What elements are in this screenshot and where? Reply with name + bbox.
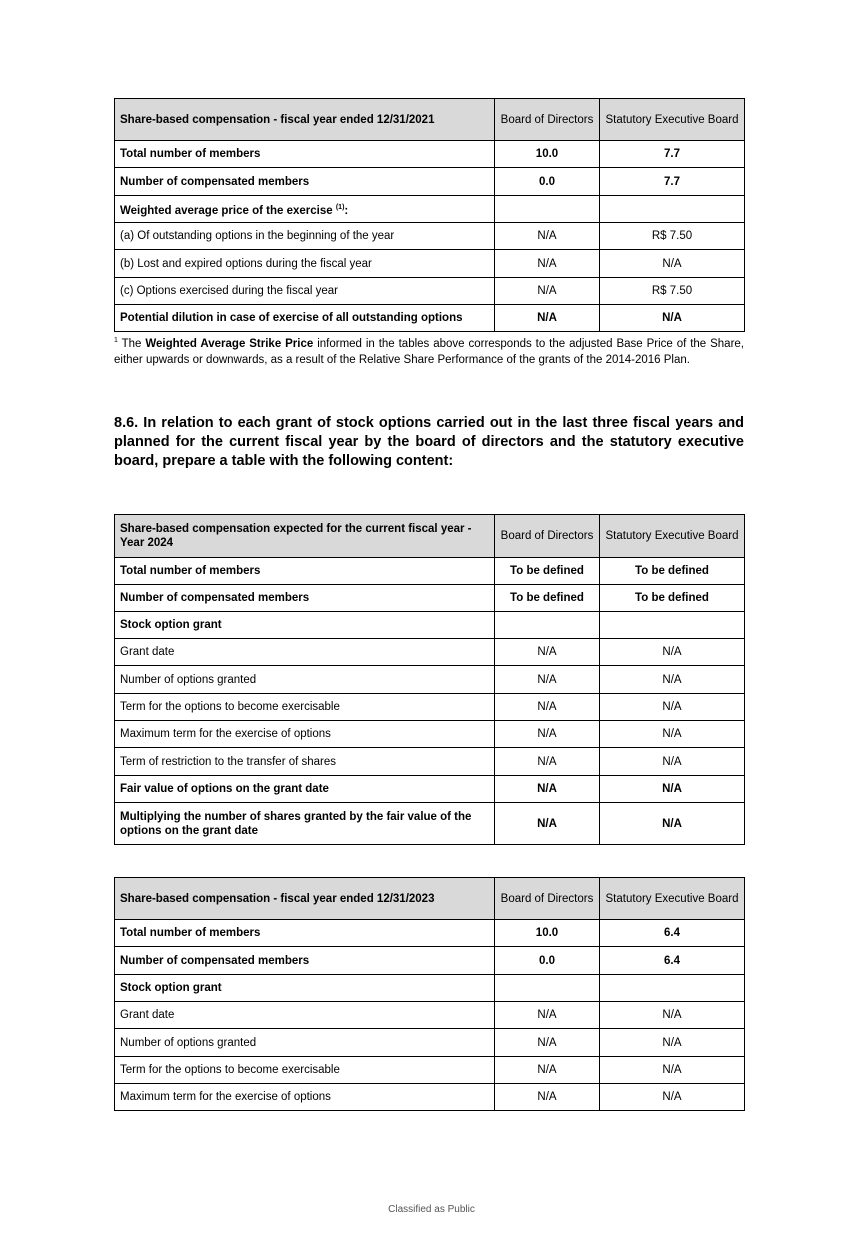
row-label-text: Maximum term for the exercise of options [120, 728, 331, 740]
table-row [115, 666, 745, 694]
row-label-text: Number of options granted [120, 673, 257, 686]
value-board-of-directors: To be defined [495, 558, 600, 585]
row-label-text: Term for the options to become exercisable [120, 701, 340, 713]
value-board-of-directors: N/A [495, 1084, 600, 1111]
table-row [115, 1002, 745, 1029]
footnote-text: informed in the tables above corresponds to the adjusted Base Price of the Share, either upwards or downwards, as a result of the Relative Share Performance of the grants of the 2014-2016 Plan. [114, 337, 744, 366]
row-label [115, 1057, 495, 1084]
table-row [115, 612, 745, 639]
row-label [115, 168, 495, 196]
value-statutory-executive-board: 6.4 [600, 947, 745, 975]
value-board-of-directors: N/A [495, 803, 600, 845]
value-statutory-executive-board: To be defined [600, 558, 745, 585]
table-row [115, 196, 745, 223]
value-board-of-directors: N/A [495, 748, 600, 776]
table-row [115, 1084, 745, 1111]
value-statutory-executive-board [600, 975, 745, 1002]
row-label-text: Multiplying the number of shares granted by the fair value of the options on the grant date [120, 810, 472, 837]
row-label-text: Number of compensated members [120, 954, 310, 967]
table-body [115, 141, 745, 332]
row-label [115, 1002, 495, 1029]
row-label-text: Number of compensated members [120, 175, 310, 188]
value-statutory-executive-board: N/A [600, 1029, 745, 1057]
value-board-of-directors: N/A [495, 1057, 600, 1084]
row-label [115, 639, 495, 666]
row-label-text: Term of restriction to the transfer of shares [120, 755, 337, 768]
header-board-of-directors: Board of Directors [495, 515, 600, 558]
row-label-text: (b) Lost and expired options during the fiscal year [120, 257, 372, 270]
header-board-of-directors: Board of Directors [495, 878, 600, 920]
value-statutory-executive-board: 6.4 [600, 920, 745, 947]
row-label-text: (c) Options exercised during the fiscal year [120, 285, 338, 297]
value-board-of-directors: To be defined [495, 585, 600, 612]
footnote-marker: 1 [114, 337, 118, 344]
value-board-of-directors [495, 975, 600, 1002]
table-row [115, 250, 745, 278]
value-statutory-executive-board: N/A [600, 1084, 745, 1111]
table-row [115, 168, 745, 196]
header-statutory-executive-board: Statutory Executive Board [600, 878, 745, 920]
row-label [115, 141, 495, 168]
row-label [115, 975, 495, 1002]
row-label-text: Total number of members [120, 927, 261, 939]
row-label [115, 558, 495, 585]
value-statutory-executive-board: N/A [600, 666, 745, 694]
row-label [115, 223, 495, 250]
header-statutory-executive-board: Statutory Executive Board [600, 515, 745, 558]
header-board-of-directors: Board of Directors [495, 99, 600, 141]
row-label-text: (a) Of outstanding options in the beginning of the year [120, 230, 395, 242]
value-statutory-executive-board [600, 196, 745, 223]
table-header-row [115, 515, 745, 558]
value-board-of-directors: N/A [495, 250, 600, 278]
table-row [115, 585, 745, 612]
table-row [115, 803, 745, 845]
row-label-suffix: : [344, 204, 349, 217]
value-board-of-directors: N/A [495, 694, 600, 721]
row-label-text: Total number of members [120, 565, 261, 577]
row-label [115, 748, 495, 776]
table-2021-compensation [114, 98, 745, 332]
value-board-of-directors: N/A [495, 639, 600, 666]
value-statutory-executive-board: 7.7 [600, 141, 745, 168]
row-label-text: Fair value of options on the grant date [120, 783, 329, 795]
header-title: Share-based compensation - fiscal year ended 12/31/2023 [115, 878, 495, 920]
value-statutory-executive-board: To be defined [600, 585, 745, 612]
row-label-text: Term for the options to become exercisable [120, 1064, 340, 1076]
value-board-of-directors: N/A [495, 666, 600, 694]
value-statutory-executive-board: N/A [600, 776, 745, 803]
value-board-of-directors: N/A [495, 776, 600, 803]
table-2024-compensation [114, 514, 745, 845]
header-title: Share-based compensation expected for the current fiscal year - Year 2024 [115, 515, 495, 558]
table-2023-compensation [114, 877, 745, 1111]
row-label [115, 585, 495, 612]
table-row [115, 305, 745, 332]
row-label-text: Potential dilution in case of exercise of all outstanding options [120, 312, 463, 324]
row-label [115, 666, 495, 694]
table-row [115, 1057, 745, 1084]
table-row [115, 920, 745, 947]
table-row [115, 975, 745, 1002]
row-label [115, 920, 495, 947]
row-label-text: Number of options granted [120, 1036, 257, 1049]
value-board-of-directors [495, 196, 600, 223]
table-header-row [115, 99, 745, 141]
table-header-row [115, 878, 745, 920]
table-row [115, 947, 745, 975]
row-label-text: Grant date [120, 646, 175, 658]
row-label [115, 776, 495, 803]
row-label [115, 721, 495, 748]
row-label-text: Stock option grant [120, 619, 222, 631]
row-label-text: Grant date [120, 1009, 175, 1021]
table-row [115, 639, 745, 666]
row-label [115, 803, 495, 845]
value-statutory-executive-board: N/A [600, 721, 745, 748]
value-board-of-directors: N/A [495, 1002, 600, 1029]
table-row [115, 748, 745, 776]
table-row [115, 776, 745, 803]
value-board-of-directors: 10.0 [495, 920, 600, 947]
value-statutory-executive-board: N/A [600, 639, 745, 666]
value-board-of-directors: 0.0 [495, 168, 600, 196]
value-statutory-executive-board: N/A [600, 1002, 745, 1029]
row-label-text: Maximum term for the exercise of options [120, 1091, 331, 1103]
footnote-bold-term: Weighted Average Strike Price [145, 337, 314, 350]
value-board-of-directors: N/A [495, 305, 600, 332]
value-board-of-directors: 10.0 [495, 141, 600, 168]
table-row [115, 223, 745, 250]
section-heading: 8.6. In relation to each grant of stock options carried out in the last three fiscal years and planned for the current fiscal year by the board of directors and the statutory executive board, prepare a table with the following content: [114, 415, 744, 469]
table-row [115, 721, 745, 748]
row-label-superscript: (1) [335, 203, 345, 211]
classification-label: Classified as Public [388, 1204, 475, 1215]
row-label-text: Total number of members [120, 148, 261, 160]
row-label [115, 278, 495, 305]
row-label [115, 250, 495, 278]
table-body [115, 920, 745, 1111]
table-row [115, 1029, 745, 1057]
table-row [115, 694, 745, 721]
table-row [115, 558, 745, 585]
header-title: Share-based compensation - fiscal year ended 12/31/2021 [115, 99, 495, 141]
row-label [115, 305, 495, 332]
value-statutory-executive-board: N/A [600, 748, 745, 776]
row-label [115, 612, 495, 639]
row-label [115, 1029, 495, 1057]
footnote [114, 333, 744, 368]
value-board-of-directors: N/A [495, 1029, 600, 1057]
row-label-text: Number of compensated members [120, 592, 310, 604]
value-statutory-executive-board: 7.7 [600, 168, 745, 196]
value-statutory-executive-board [600, 612, 745, 639]
header-statutory-executive-board: Statutory Executive Board [600, 99, 745, 141]
row-label [115, 947, 495, 975]
table-body [115, 558, 745, 845]
value-board-of-directors: N/A [495, 721, 600, 748]
value-statutory-executive-board: N/A [600, 250, 745, 278]
row-label [115, 694, 495, 721]
row-label [115, 196, 495, 223]
table-row [115, 278, 745, 305]
value-board-of-directors: N/A [495, 278, 600, 305]
value-statutory-executive-board: N/A [600, 694, 745, 721]
value-board-of-directors [495, 612, 600, 639]
row-label [115, 1084, 495, 1111]
value-board-of-directors: 0.0 [495, 947, 600, 975]
value-statutory-executive-board: R$ 7.50 [600, 223, 745, 250]
table-row [115, 141, 745, 168]
value-statutory-executive-board: R$ 7.50 [600, 278, 745, 305]
value-statutory-executive-board: N/A [600, 803, 745, 845]
value-board-of-directors: N/A [495, 223, 600, 250]
row-label-text: Weighted average price of the exercise [120, 204, 333, 217]
footnote-prefix: The [121, 337, 146, 350]
row-label-text: Stock option grant [120, 982, 222, 994]
value-statutory-executive-board: N/A [600, 305, 745, 332]
value-statutory-executive-board: N/A [600, 1057, 745, 1084]
